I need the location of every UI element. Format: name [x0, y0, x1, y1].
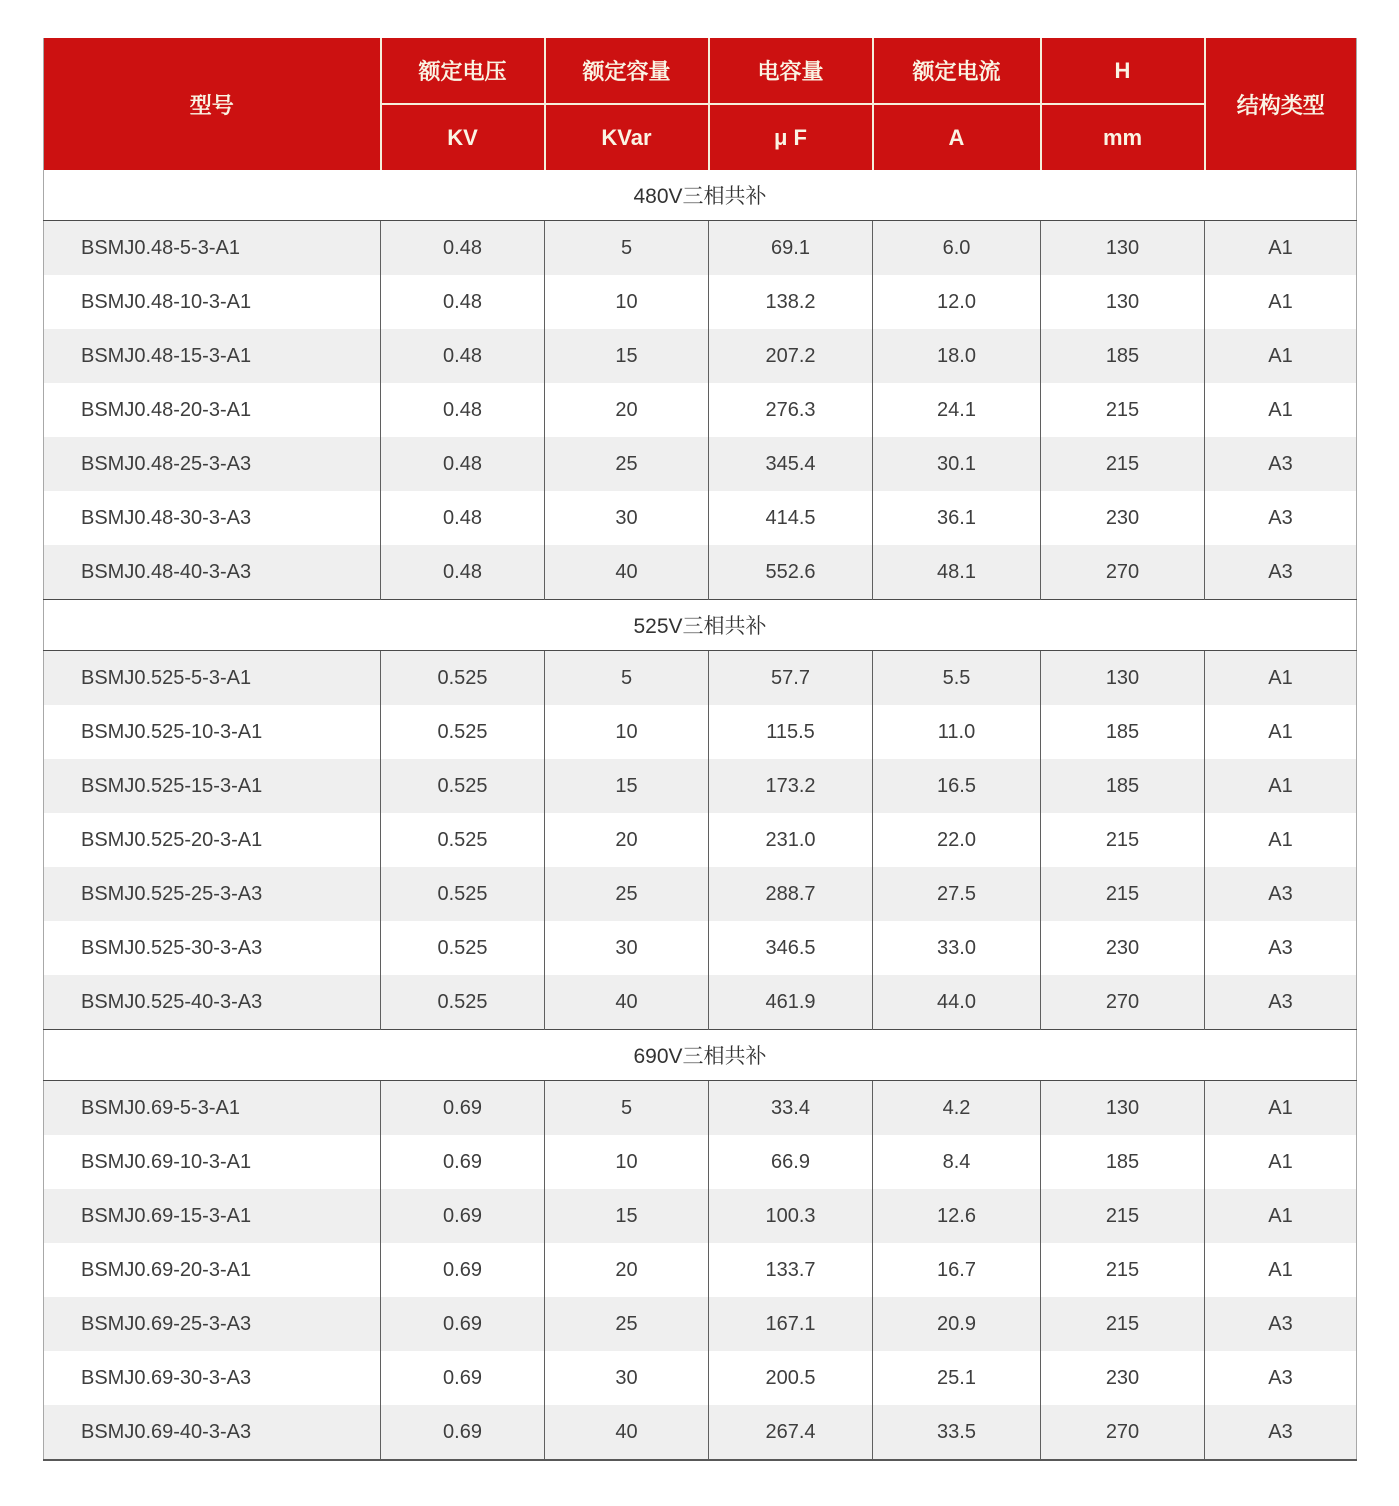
height-cell: 230	[1041, 921, 1205, 975]
height-cell: 130	[1041, 221, 1205, 276]
structure-type-cell: A3	[1205, 975, 1357, 1030]
height-cell: 185	[1041, 759, 1205, 813]
capacitance-cell: 207.2	[709, 329, 873, 383]
table-body	[44, 170, 1357, 1460]
col-header-rated-capacity: 额定容量	[545, 38, 709, 104]
table-row	[44, 759, 1357, 813]
model-cell: BSMJ0.69-15-3-A1	[44, 1189, 381, 1243]
rated-current-cell: 4.2	[873, 1081, 1041, 1136]
rated-capacity-cell: 30	[545, 921, 709, 975]
rated-voltage-cell: 0.525	[381, 651, 545, 706]
model-cell: BSMJ0.69-10-3-A1	[44, 1135, 381, 1189]
capacitance-cell: 346.5	[709, 921, 873, 975]
table-row	[44, 1405, 1357, 1460]
structure-type-cell: A1	[1205, 813, 1357, 867]
rated-current-cell: 30.1	[873, 437, 1041, 491]
structure-type-cell: A3	[1205, 921, 1357, 975]
table-row	[44, 221, 1357, 276]
rated-voltage-cell: 0.69	[381, 1135, 545, 1189]
capacitance-cell: 231.0	[709, 813, 873, 867]
capacitance-cell: 288.7	[709, 867, 873, 921]
structure-type-cell: A1	[1205, 651, 1357, 706]
rated-voltage-cell: 0.69	[381, 1081, 545, 1136]
capacitance-cell: 33.4	[709, 1081, 873, 1136]
model-cell: BSMJ0.525-40-3-A3	[44, 975, 381, 1030]
table-row	[44, 1135, 1357, 1189]
rated-current-cell: 44.0	[873, 975, 1041, 1030]
rated-capacity-cell: 25	[545, 867, 709, 921]
structure-type-cell: A1	[1205, 1189, 1357, 1243]
table-row	[44, 1351, 1357, 1405]
structure-type-cell: A1	[1205, 329, 1357, 383]
rated-current-cell: 33.5	[873, 1405, 1041, 1460]
capacitance-cell: 276.3	[709, 383, 873, 437]
structure-type-cell: A3	[1205, 1405, 1357, 1460]
col-unit-uf: μ F	[709, 104, 873, 170]
model-cell: BSMJ0.69-40-3-A3	[44, 1405, 381, 1460]
rated-voltage-cell: 0.48	[381, 545, 545, 600]
height-cell: 185	[1041, 1135, 1205, 1189]
rated-current-cell: 6.0	[873, 221, 1041, 276]
model-cell: BSMJ0.48-25-3-A3	[44, 437, 381, 491]
rated-current-cell: 16.5	[873, 759, 1041, 813]
table-row	[44, 437, 1357, 491]
height-cell: 185	[1041, 705, 1205, 759]
height-cell: 215	[1041, 1189, 1205, 1243]
structure-type-cell: A3	[1205, 1351, 1357, 1405]
model-cell: BSMJ0.525-30-3-A3	[44, 921, 381, 975]
capacitance-cell: 200.5	[709, 1351, 873, 1405]
height-cell: 215	[1041, 1297, 1205, 1351]
height-cell: 130	[1041, 275, 1205, 329]
height-cell: 185	[1041, 329, 1205, 383]
structure-type-cell: A1	[1205, 1243, 1357, 1297]
height-cell: 130	[1041, 651, 1205, 706]
table-row	[44, 651, 1357, 706]
rated-capacity-cell: 5	[545, 221, 709, 276]
model-cell: BSMJ0.48-30-3-A3	[44, 491, 381, 545]
rated-voltage-cell: 0.525	[381, 705, 545, 759]
section-title: 480V三相共补	[44, 170, 1357, 221]
rated-capacity-cell: 15	[545, 1189, 709, 1243]
model-cell: BSMJ0.69-30-3-A3	[44, 1351, 381, 1405]
section-title: 525V三相共补	[44, 600, 1357, 651]
rated-capacity-cell: 15	[545, 759, 709, 813]
table-row	[44, 921, 1357, 975]
capacitance-cell: 66.9	[709, 1135, 873, 1189]
structure-type-cell: A1	[1205, 275, 1357, 329]
rated-voltage-cell: 0.48	[381, 275, 545, 329]
rated-capacity-cell: 40	[545, 545, 709, 600]
rated-current-cell: 27.5	[873, 867, 1041, 921]
rated-voltage-cell: 0.525	[381, 759, 545, 813]
rated-voltage-cell: 0.525	[381, 813, 545, 867]
capacitance-cell: 267.4	[709, 1405, 873, 1460]
rated-capacity-cell: 10	[545, 705, 709, 759]
rated-voltage-cell: 0.525	[381, 867, 545, 921]
section-header-row	[44, 1030, 1357, 1081]
rated-capacity-cell: 10	[545, 1135, 709, 1189]
model-cell: BSMJ0.525-10-3-A1	[44, 705, 381, 759]
capacitance-cell: 138.2	[709, 275, 873, 329]
section-header-row	[44, 170, 1357, 221]
model-cell: BSMJ0.525-20-3-A1	[44, 813, 381, 867]
col-unit-a: A	[873, 104, 1041, 170]
structure-type-cell: A1	[1205, 1081, 1357, 1136]
model-cell: BSMJ0.48-5-3-A1	[44, 221, 381, 276]
rated-current-cell: 25.1	[873, 1351, 1041, 1405]
rated-voltage-cell: 0.48	[381, 329, 545, 383]
rated-current-cell: 12.6	[873, 1189, 1041, 1243]
rated-voltage-cell: 0.48	[381, 221, 545, 276]
table-header	[44, 38, 1357, 170]
structure-type-cell: A1	[1205, 221, 1357, 276]
section-header-row	[44, 600, 1357, 651]
rated-current-cell: 20.9	[873, 1297, 1041, 1351]
rated-current-cell: 8.4	[873, 1135, 1041, 1189]
rated-voltage-cell: 0.69	[381, 1405, 545, 1460]
rated-current-cell: 5.5	[873, 651, 1041, 706]
rated-capacity-cell: 20	[545, 383, 709, 437]
rated-capacity-cell: 30	[545, 1351, 709, 1405]
height-cell: 130	[1041, 1081, 1205, 1136]
rated-voltage-cell: 0.48	[381, 437, 545, 491]
model-cell: BSMJ0.525-15-3-A1	[44, 759, 381, 813]
capacitance-cell: 100.3	[709, 1189, 873, 1243]
rated-voltage-cell: 0.69	[381, 1189, 545, 1243]
structure-type-cell: A3	[1205, 1297, 1357, 1351]
col-header-capacitance: 电容量	[709, 38, 873, 104]
height-cell: 215	[1041, 1243, 1205, 1297]
rated-capacity-cell: 5	[545, 651, 709, 706]
capacitance-cell: 133.7	[709, 1243, 873, 1297]
header-row-labels	[44, 38, 1357, 104]
section-title: 690V三相共补	[44, 1030, 1357, 1081]
rated-capacity-cell: 10	[545, 275, 709, 329]
height-cell: 230	[1041, 491, 1205, 545]
structure-type-cell: A3	[1205, 437, 1357, 491]
rated-current-cell: 48.1	[873, 545, 1041, 600]
model-cell: BSMJ0.525-25-3-A3	[44, 867, 381, 921]
capacitance-cell: 461.9	[709, 975, 873, 1030]
col-header-rated-voltage: 额定电压	[381, 38, 545, 104]
table-row	[44, 975, 1357, 1030]
rated-current-cell: 18.0	[873, 329, 1041, 383]
height-cell: 270	[1041, 545, 1205, 600]
table-row	[44, 813, 1357, 867]
capacitance-cell: 552.6	[709, 545, 873, 600]
capacitance-cell: 167.1	[709, 1297, 873, 1351]
table-row	[44, 329, 1357, 383]
structure-type-cell: A3	[1205, 491, 1357, 545]
col-unit-kv: KV	[381, 104, 545, 170]
table-row	[44, 383, 1357, 437]
structure-type-cell: A3	[1205, 867, 1357, 921]
model-cell: BSMJ0.48-40-3-A3	[44, 545, 381, 600]
col-header-structure-type: 结构类型	[1205, 38, 1357, 170]
table-row	[44, 1297, 1357, 1351]
height-cell: 270	[1041, 1405, 1205, 1460]
rated-voltage-cell: 0.525	[381, 921, 545, 975]
table-row	[44, 275, 1357, 329]
height-cell: 230	[1041, 1351, 1205, 1405]
rated-capacity-cell: 15	[545, 329, 709, 383]
col-unit-mm: mm	[1041, 104, 1205, 170]
table-row	[44, 545, 1357, 600]
capacitor-spec-table	[43, 38, 1357, 1461]
structure-type-cell: A1	[1205, 1135, 1357, 1189]
table-row	[44, 491, 1357, 545]
col-header-height: H	[1041, 38, 1205, 104]
rated-capacity-cell: 5	[545, 1081, 709, 1136]
table-row	[44, 867, 1357, 921]
table-row	[44, 1243, 1357, 1297]
rated-capacity-cell: 25	[545, 437, 709, 491]
height-cell: 270	[1041, 975, 1205, 1030]
capacitance-cell: 345.4	[709, 437, 873, 491]
height-cell: 215	[1041, 867, 1205, 921]
height-cell: 215	[1041, 437, 1205, 491]
col-header-rated-current: 额定电流	[873, 38, 1041, 104]
capacitance-cell: 69.1	[709, 221, 873, 276]
model-cell: BSMJ0.48-15-3-A1	[44, 329, 381, 383]
rated-capacity-cell: 20	[545, 813, 709, 867]
model-cell: BSMJ0.69-20-3-A1	[44, 1243, 381, 1297]
rated-voltage-cell: 0.48	[381, 491, 545, 545]
capacitance-cell: 115.5	[709, 705, 873, 759]
structure-type-cell: A3	[1205, 545, 1357, 600]
rated-current-cell: 24.1	[873, 383, 1041, 437]
rated-voltage-cell: 0.69	[381, 1243, 545, 1297]
rated-capacity-cell: 25	[545, 1297, 709, 1351]
capacitance-cell: 173.2	[709, 759, 873, 813]
rated-capacity-cell: 40	[545, 975, 709, 1030]
structure-type-cell: A1	[1205, 759, 1357, 813]
capacitance-cell: 57.7	[709, 651, 873, 706]
col-unit-kvar: KVar	[545, 104, 709, 170]
rated-capacity-cell: 30	[545, 491, 709, 545]
rated-current-cell: 33.0	[873, 921, 1041, 975]
model-cell: BSMJ0.48-20-3-A1	[44, 383, 381, 437]
table-row	[44, 705, 1357, 759]
rated-current-cell: 12.0	[873, 275, 1041, 329]
rated-current-cell: 16.7	[873, 1243, 1041, 1297]
rated-voltage-cell: 0.69	[381, 1351, 545, 1405]
table-row	[44, 1081, 1357, 1136]
rated-current-cell: 11.0	[873, 705, 1041, 759]
rated-current-cell: 36.1	[873, 491, 1041, 545]
rated-capacity-cell: 40	[545, 1405, 709, 1460]
rated-voltage-cell: 0.48	[381, 383, 545, 437]
model-cell: BSMJ0.69-5-3-A1	[44, 1081, 381, 1136]
col-header-model: 型号	[44, 38, 381, 170]
rated-capacity-cell: 20	[545, 1243, 709, 1297]
rated-voltage-cell: 0.525	[381, 975, 545, 1030]
model-cell: BSMJ0.525-5-3-A1	[44, 651, 381, 706]
model-cell: BSMJ0.48-10-3-A1	[44, 275, 381, 329]
rated-current-cell: 22.0	[873, 813, 1041, 867]
capacitance-cell: 414.5	[709, 491, 873, 545]
rated-voltage-cell: 0.69	[381, 1297, 545, 1351]
table-row	[44, 1189, 1357, 1243]
height-cell: 215	[1041, 813, 1205, 867]
height-cell: 215	[1041, 383, 1205, 437]
model-cell: BSMJ0.69-25-3-A3	[44, 1297, 381, 1351]
structure-type-cell: A1	[1205, 383, 1357, 437]
structure-type-cell: A1	[1205, 705, 1357, 759]
